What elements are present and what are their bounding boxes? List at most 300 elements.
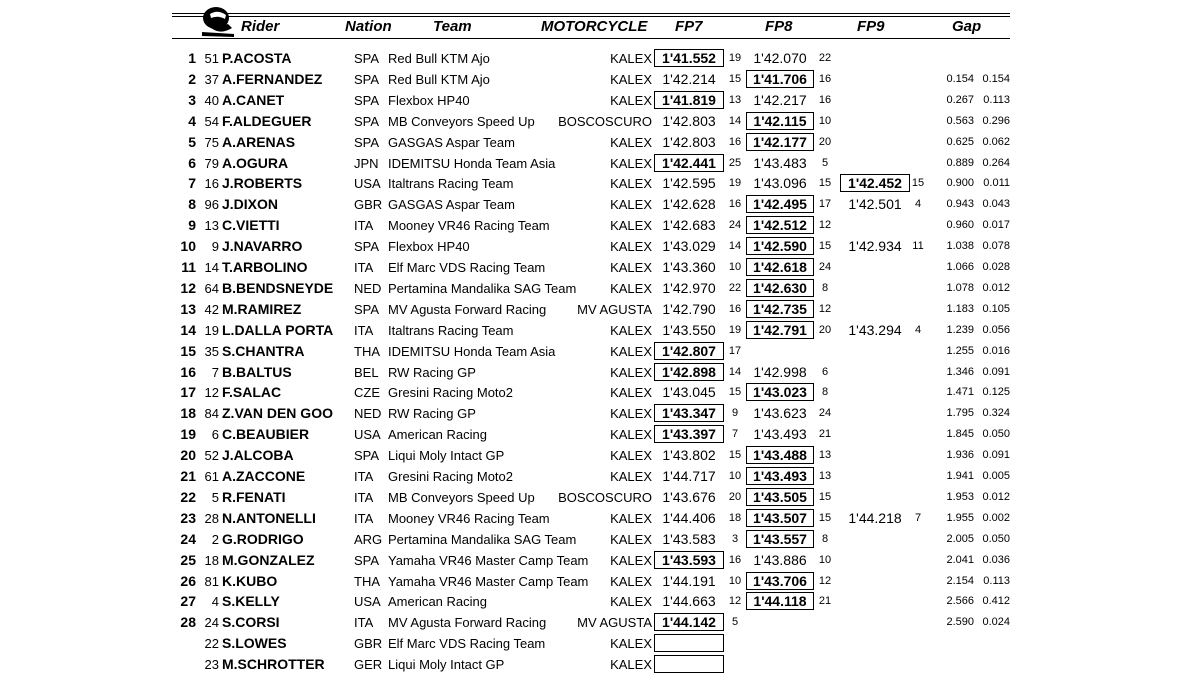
fp7-time: 1'42.970 [662, 279, 716, 296]
fp7-time: 1'42.628 [662, 196, 716, 213]
gap-to-first: 1.941 [946, 470, 974, 482]
row-position: 27 [180, 593, 196, 610]
table-row [0, 111, 1200, 132]
gap-to-first: 0.900 [946, 177, 974, 190]
fp7-laps: 18 [728, 511, 742, 524]
rider-number: 42 [204, 301, 219, 317]
header-rider: Rider [241, 18, 280, 35]
gap-to-previous: 0.011 [983, 177, 1010, 190]
gap-to-first: 1.078 [946, 281, 974, 294]
fp8-laps: 16 [818, 72, 832, 85]
fp7-time: 1'42.683 [662, 217, 716, 234]
table-row [0, 591, 1200, 612]
rider-name: S.CORSI [222, 614, 280, 631]
rider-nation: USA [354, 176, 381, 192]
fp7-time: 1'43.802 [662, 447, 716, 464]
gap-to-first: 0.625 [946, 135, 974, 148]
fp9-time: 1'42.501 [848, 196, 902, 213]
row-position: 26 [180, 572, 196, 589]
rider-name: F.SALAC [222, 384, 282, 401]
team-name: American Racing [388, 427, 487, 443]
motorcycle: KALEX [610, 427, 652, 443]
rider-nation: USA [354, 594, 381, 610]
team-name: GASGAS Aspar Team [388, 134, 515, 150]
rider-name: L.DALLA PORTA [222, 321, 334, 338]
fp8-time: 1'42.791 [746, 321, 814, 339]
motorcycle: KALEX [610, 594, 652, 610]
rider-nation: ITA [354, 260, 374, 275]
gap-to-previous: 0.324 [982, 407, 1010, 420]
team-name: IDEMITSU Honda Team Asia [388, 155, 556, 171]
fp7-laps: 9 [731, 407, 739, 420]
rider-nation: SPA [354, 239, 380, 255]
fp8-time: 1'42.115 [746, 112, 814, 130]
fp8-laps: 8 [821, 281, 829, 294]
gap-to-first: 0.563 [946, 114, 974, 127]
fp8-laps: 10 [818, 114, 832, 127]
table-row [0, 633, 1200, 654]
rider-helmet-icon [198, 4, 238, 40]
team-name: Yamaha VR46 Master Camp Team [388, 552, 589, 568]
fp7-laps: 25 [728, 156, 742, 169]
gap-to-first: 0.267 [946, 93, 974, 106]
fp7-time: 1'43.593 [654, 551, 724, 569]
team-name: Flexbox HP40 [388, 92, 470, 108]
gap-to-first: 1.066 [946, 261, 974, 273]
rider-nation: ITA [354, 510, 374, 526]
gap-to-first: 2.590 [946, 616, 974, 629]
motorcycle: KALEX [610, 239, 652, 255]
fp8-laps: 6 [821, 365, 829, 378]
rider-nation: NED [354, 406, 382, 422]
gap-to-first: 1.255 [946, 344, 974, 357]
row-position: 15 [180, 342, 196, 359]
gap-to-previous: 0.113 [983, 93, 1010, 106]
team-name: Mooney VR46 Racing Team [388, 218, 550, 234]
gap-to-first: 0.889 [946, 156, 974, 169]
rider-name: C.BEAUBIER [222, 426, 310, 443]
gap-to-first: 0.943 [946, 198, 974, 211]
fp8-laps: 21 [818, 595, 832, 608]
team-name: Red Bull KTM Ajo [388, 71, 490, 87]
motorcycle: KALEX [610, 510, 652, 526]
table-row [0, 299, 1200, 320]
rider-number: 19 [204, 322, 219, 338]
motorcycle: KALEX [610, 406, 652, 422]
fp7-laps: 13 [728, 93, 742, 106]
motorcycle: KALEX [610, 218, 652, 234]
rider-number: 75 [204, 134, 219, 150]
fp7-laps: 19 [728, 323, 742, 336]
fp8-laps: 12 [818, 574, 832, 587]
team-name: MB Conveyors Speed Up [388, 113, 535, 129]
fp7-time: 1'43.550 [662, 321, 716, 338]
motorcycle: MV AGUSTA [577, 615, 652, 631]
table-row [0, 341, 1200, 362]
fp7-laps: 15 [728, 72, 742, 85]
fp7-laps: 14 [728, 365, 742, 378]
fp8-time: 1'43.623 [753, 405, 807, 422]
gap-to-first: 2.154 [946, 574, 974, 587]
fp7-laps: 14 [728, 114, 742, 127]
rider-number: 13 [204, 218, 219, 234]
fp7-empty-time-box [654, 634, 724, 652]
team-name: Italtrans Racing Team [388, 176, 514, 192]
fp7-time: 1'43.347 [654, 404, 724, 422]
table-row [0, 278, 1200, 299]
table-row [0, 48, 1200, 69]
motorcycle: KALEX [610, 71, 652, 87]
gap-to-previous: 0.012 [982, 281, 1010, 294]
fp8-time: 1'42.512 [746, 216, 814, 234]
rider-name: Z.VAN DEN GOO [222, 405, 333, 422]
fp8-laps: 24 [818, 261, 832, 273]
fp7-laps: 22 [728, 281, 742, 294]
rider-nation: GBR [354, 197, 383, 213]
fp7-time: 1'42.898 [654, 363, 724, 381]
motorcycle: KALEX [610, 134, 652, 150]
team-name: Pertamina Mandalika SAG Team [388, 280, 577, 296]
row-position: 24 [180, 530, 196, 547]
fp8-time: 1'42.217 [753, 91, 807, 108]
motorcycle: KALEX [610, 343, 652, 359]
rider-number: 6 [211, 427, 219, 443]
fp7-time: 1'44.663 [662, 593, 716, 610]
fp8-laps: 15 [818, 177, 832, 190]
fp9-laps: 11 [912, 240, 924, 253]
gap-to-first: 1.795 [946, 407, 974, 420]
fp8-laps: 12 [818, 219, 832, 232]
fp7-laps: 17 [728, 344, 742, 357]
fp9-time: 1'42.934 [848, 238, 902, 255]
fp8-laps: 22 [818, 52, 832, 64]
rider-number: 16 [204, 176, 219, 192]
fp7-laps: 14 [728, 240, 742, 253]
rider-name: J.ROBERTS [222, 175, 303, 192]
fp8-laps: 10 [818, 553, 832, 566]
fp8-laps: 20 [818, 323, 832, 336]
fp8-laps: 8 [821, 532, 829, 545]
table-row [0, 403, 1200, 424]
rider-nation: ITA [354, 615, 374, 631]
gap-to-first: 1.845 [946, 428, 974, 441]
gap-to-previous: 0.017 [982, 219, 1010, 232]
rider-number: 12 [204, 385, 219, 401]
header-gap: Gap [952, 18, 982, 35]
gap-to-first: 0.154 [946, 72, 974, 85]
gap-to-previous: 0.056 [982, 323, 1010, 336]
rider-number: 64 [204, 280, 219, 296]
row-position: 23 [180, 509, 196, 526]
team-name: Pertamina Mandalika SAG Team [388, 531, 577, 547]
fp7-time: 1'42.807 [654, 342, 724, 360]
team-name: Liqui Moly Intact GP [388, 657, 505, 673]
fp8-time: 1'43.886 [753, 551, 807, 568]
table-row [0, 173, 1200, 194]
fp8-laps: 21 [818, 428, 832, 441]
header-fp9: FP9 [857, 18, 885, 35]
gap-to-previous: 0.043 [982, 198, 1010, 211]
rider-nation: THA [354, 573, 380, 589]
rider-number: 61 [204, 469, 219, 484]
fp8-time: 1'42.630 [746, 279, 814, 297]
motorcycle: BOSCOSCURO [558, 113, 652, 129]
gap-to-first: 1.953 [946, 490, 974, 503]
fp8-laps: 13 [818, 470, 832, 482]
row-position: 18 [180, 405, 196, 422]
fp7-time: 1'44.142 [654, 613, 724, 631]
fp7-time: 1'41.819 [654, 91, 724, 109]
motorcycle: KALEX [610, 92, 652, 108]
fp7-laps: 19 [728, 177, 742, 190]
fp8-time: 1'42.735 [746, 300, 814, 318]
rider-name: G.RODRIGO [222, 530, 304, 547]
fp8-time: 1'42.070 [753, 50, 807, 66]
row-position: 19 [180, 426, 196, 443]
rider-number: 79 [204, 155, 219, 171]
fp8-laps: 15 [818, 490, 832, 503]
fp7-time: 1'42.595 [662, 175, 716, 192]
row-position: 11 [181, 259, 196, 275]
fp7-time: 1'41.552 [654, 49, 724, 67]
rider-name: M.RAMIREZ [222, 300, 302, 317]
row-position: 20 [180, 447, 196, 464]
team-name: MB Conveyors Speed Up [388, 489, 535, 505]
fp7-time: 1'42.803 [662, 112, 716, 129]
team-name: American Racing [388, 594, 487, 610]
fp7-laps: 16 [728, 553, 742, 566]
gap-to-previous: 0.062 [982, 135, 1010, 148]
gap-to-first: 1.038 [946, 240, 974, 253]
fp8-laps: 13 [818, 449, 832, 462]
gap-to-previous: 0.002 [982, 511, 1010, 524]
fp7-laps: 10 [728, 470, 742, 482]
table-row [0, 215, 1200, 236]
gap-to-first: 2.041 [946, 553, 974, 566]
table-row [0, 612, 1200, 633]
gap-to-previous: 0.005 [982, 470, 1010, 482]
table-row [0, 69, 1200, 90]
row-position: 2 [188, 70, 196, 87]
team-name: Italtrans Racing Team [388, 322, 514, 338]
gap-to-previous: 0.154 [982, 72, 1010, 85]
motorcycle: KALEX [610, 531, 652, 547]
table-row [0, 550, 1200, 571]
fp8-time: 1'41.706 [746, 70, 814, 88]
table-row [0, 153, 1200, 174]
header-fp8: FP8 [765, 18, 793, 35]
rider-number: 5 [211, 489, 219, 505]
team-name: MV Agusta Forward Racing [388, 301, 547, 317]
rider-number: 22 [204, 636, 219, 652]
rider-number: 40 [204, 92, 219, 108]
header-motorcycle: MOTORCYCLE [541, 18, 648, 35]
table-row [0, 445, 1200, 466]
gap-to-previous: 0.113 [983, 574, 1010, 587]
motorcycle: KALEX [610, 155, 652, 171]
fp7-time: 1'43.397 [654, 425, 724, 443]
motorcycle: KALEX [610, 51, 652, 66]
fp7-empty-time-box [654, 655, 724, 673]
rider-nation: GBR [354, 636, 383, 652]
table-row [0, 320, 1200, 341]
rider-number: 18 [204, 552, 219, 568]
rider-nation: BEL [354, 364, 379, 380]
fp8-laps: 20 [818, 135, 832, 148]
table-row [0, 362, 1200, 383]
team-name: RW Racing GP [388, 364, 476, 380]
rider-number: 23 [204, 657, 219, 673]
fp7-time: 1'42.214 [662, 70, 716, 87]
team-name: Gresini Racing Moto2 [388, 469, 513, 484]
fp7-laps: 5 [731, 616, 739, 629]
rider-number: 2 [211, 531, 219, 547]
gap-to-previous: 0.264 [982, 156, 1010, 169]
gap-to-first: 1.346 [946, 365, 974, 378]
table-row [0, 382, 1200, 403]
motorcycle: KALEX [610, 469, 652, 484]
gap-to-previous: 0.091 [982, 449, 1010, 462]
rider-nation: SPA [354, 92, 380, 108]
fp8-time: 1'43.507 [746, 509, 814, 527]
row-position: 8 [188, 196, 196, 213]
rider-nation: SPA [354, 552, 380, 568]
row-position: 22 [180, 488, 196, 505]
gap-to-previous: 0.105 [982, 302, 1010, 315]
fp7-laps: 20 [728, 490, 742, 503]
rider-nation: GER [354, 657, 383, 673]
table-row [0, 194, 1200, 215]
fp8-laps: 15 [818, 511, 832, 524]
fp7-laps: 15 [728, 386, 742, 399]
fp8-time: 1'42.998 [753, 363, 807, 380]
rider-nation: NED [354, 280, 382, 296]
table-row [0, 508, 1200, 529]
table-row [0, 132, 1200, 153]
table-row [0, 529, 1200, 550]
rider-name: A.CANET [222, 91, 285, 108]
team-name: GASGAS Aspar Team [388, 197, 515, 213]
header-rule-bottom [172, 38, 1010, 39]
fp7-laps: 16 [728, 198, 742, 211]
row-position: 5 [188, 133, 196, 150]
rider-name: B.BALTUS [222, 363, 292, 380]
rider-name: K.KUBO [222, 572, 278, 589]
rider-name: F.ALDEGUER [222, 112, 312, 129]
team-name: Elf Marc VDS Racing Team [388, 260, 546, 275]
rider-nation: SPA [354, 113, 380, 129]
gap-to-previous: 0.412 [982, 595, 1010, 608]
fp7-laps: 16 [728, 302, 742, 315]
fp8-laps: 16 [818, 93, 832, 106]
rider-number: 28 [204, 510, 219, 526]
gap-to-previous: 0.050 [982, 532, 1010, 545]
team-name: Gresini Racing Moto2 [388, 385, 513, 401]
row-position: 9 [188, 217, 196, 234]
fp7-laps: 7 [731, 428, 739, 441]
header-rule-top [172, 13, 1010, 14]
fp9-laps: 4 [914, 198, 922, 211]
gap-to-previous: 0.091 [982, 365, 1010, 378]
motorcycle: KALEX [610, 364, 652, 380]
fp8-laps: 24 [818, 407, 832, 420]
table-row [0, 424, 1200, 445]
gap-to-previous: 0.024 [982, 616, 1010, 629]
rider-name: A.ZACCONE [222, 468, 306, 484]
rider-name: N.ANTONELLI [222, 509, 316, 526]
fp7-time: 1'44.406 [662, 509, 716, 526]
rider-nation: ITA [354, 489, 374, 505]
motorcycle: KALEX [610, 552, 652, 568]
fp7-time: 1'42.803 [662, 133, 716, 150]
rider-name: S.KELLY [222, 593, 280, 610]
fp9-time: 1'44.218 [848, 509, 902, 526]
team-name: Mooney VR46 Racing Team [388, 510, 550, 526]
rider-nation: THA [354, 343, 380, 359]
gap-to-first: 0.960 [946, 219, 974, 232]
rider-nation: SPA [354, 51, 380, 66]
rider-number: 84 [204, 406, 219, 422]
team-name: Yamaha VR46 Master Camp Team [388, 573, 589, 589]
rider-name: A.OGURA [222, 154, 289, 171]
fp9-time: 1'42.452 [840, 174, 910, 192]
rider-name: R.FENATI [222, 488, 286, 505]
gap-to-previous: 0.050 [982, 428, 1010, 441]
table-row [0, 236, 1200, 257]
fp8-time: 1'43.505 [746, 488, 814, 506]
rider-number: 51 [204, 51, 219, 66]
table-row [0, 90, 1200, 111]
fp7-time: 1'42.790 [662, 300, 716, 317]
fp8-time: 1'42.590 [746, 237, 814, 255]
motorcycle: KALEX [610, 573, 652, 589]
rider-name: M.GONZALEZ [222, 551, 315, 568]
team-name: RW Racing GP [388, 406, 476, 422]
rider-number: 96 [204, 197, 219, 213]
rider-nation: SPA [354, 301, 380, 317]
row-position: 13 [180, 300, 196, 317]
motorcycle: KALEX [610, 176, 652, 192]
rider-nation: SPA [354, 134, 380, 150]
motorcycle: KALEX [610, 636, 652, 652]
fp7-laps: 15 [728, 449, 742, 462]
rider-number: 24 [204, 615, 219, 631]
rider-name: P.ACOSTA [222, 50, 292, 66]
fp7-laps: 12 [728, 595, 742, 608]
rider-name: M.SCHROTTER [222, 656, 325, 673]
fp8-time: 1'43.706 [746, 572, 814, 590]
gap-to-previous: 0.296 [982, 114, 1010, 127]
fp7-laps: 10 [728, 261, 742, 273]
fp8-time: 1'43.493 [753, 426, 807, 443]
fp7-time: 1'44.717 [662, 468, 716, 484]
rider-number: 14 [204, 260, 219, 275]
fp8-time: 1'43.023 [746, 383, 814, 401]
team-name: IDEMITSU Honda Team Asia [388, 343, 556, 359]
gap-to-previous: 0.012 [982, 490, 1010, 503]
header-rule-top-inner [172, 16, 1010, 17]
motorcycle: BOSCOSCURO [558, 489, 652, 505]
fp7-time: 1'43.583 [662, 530, 716, 547]
rider-name: B.BENDSNEYDE [222, 279, 334, 296]
row-position: 14 [180, 321, 196, 338]
gap-to-previous: 0.078 [982, 240, 1010, 253]
fp8-time: 1'42.618 [746, 258, 814, 276]
fp7-laps: 10 [728, 574, 742, 587]
motorcycle: KALEX [610, 280, 652, 296]
row-position: 3 [188, 91, 196, 108]
row-position: 16 [180, 363, 196, 380]
